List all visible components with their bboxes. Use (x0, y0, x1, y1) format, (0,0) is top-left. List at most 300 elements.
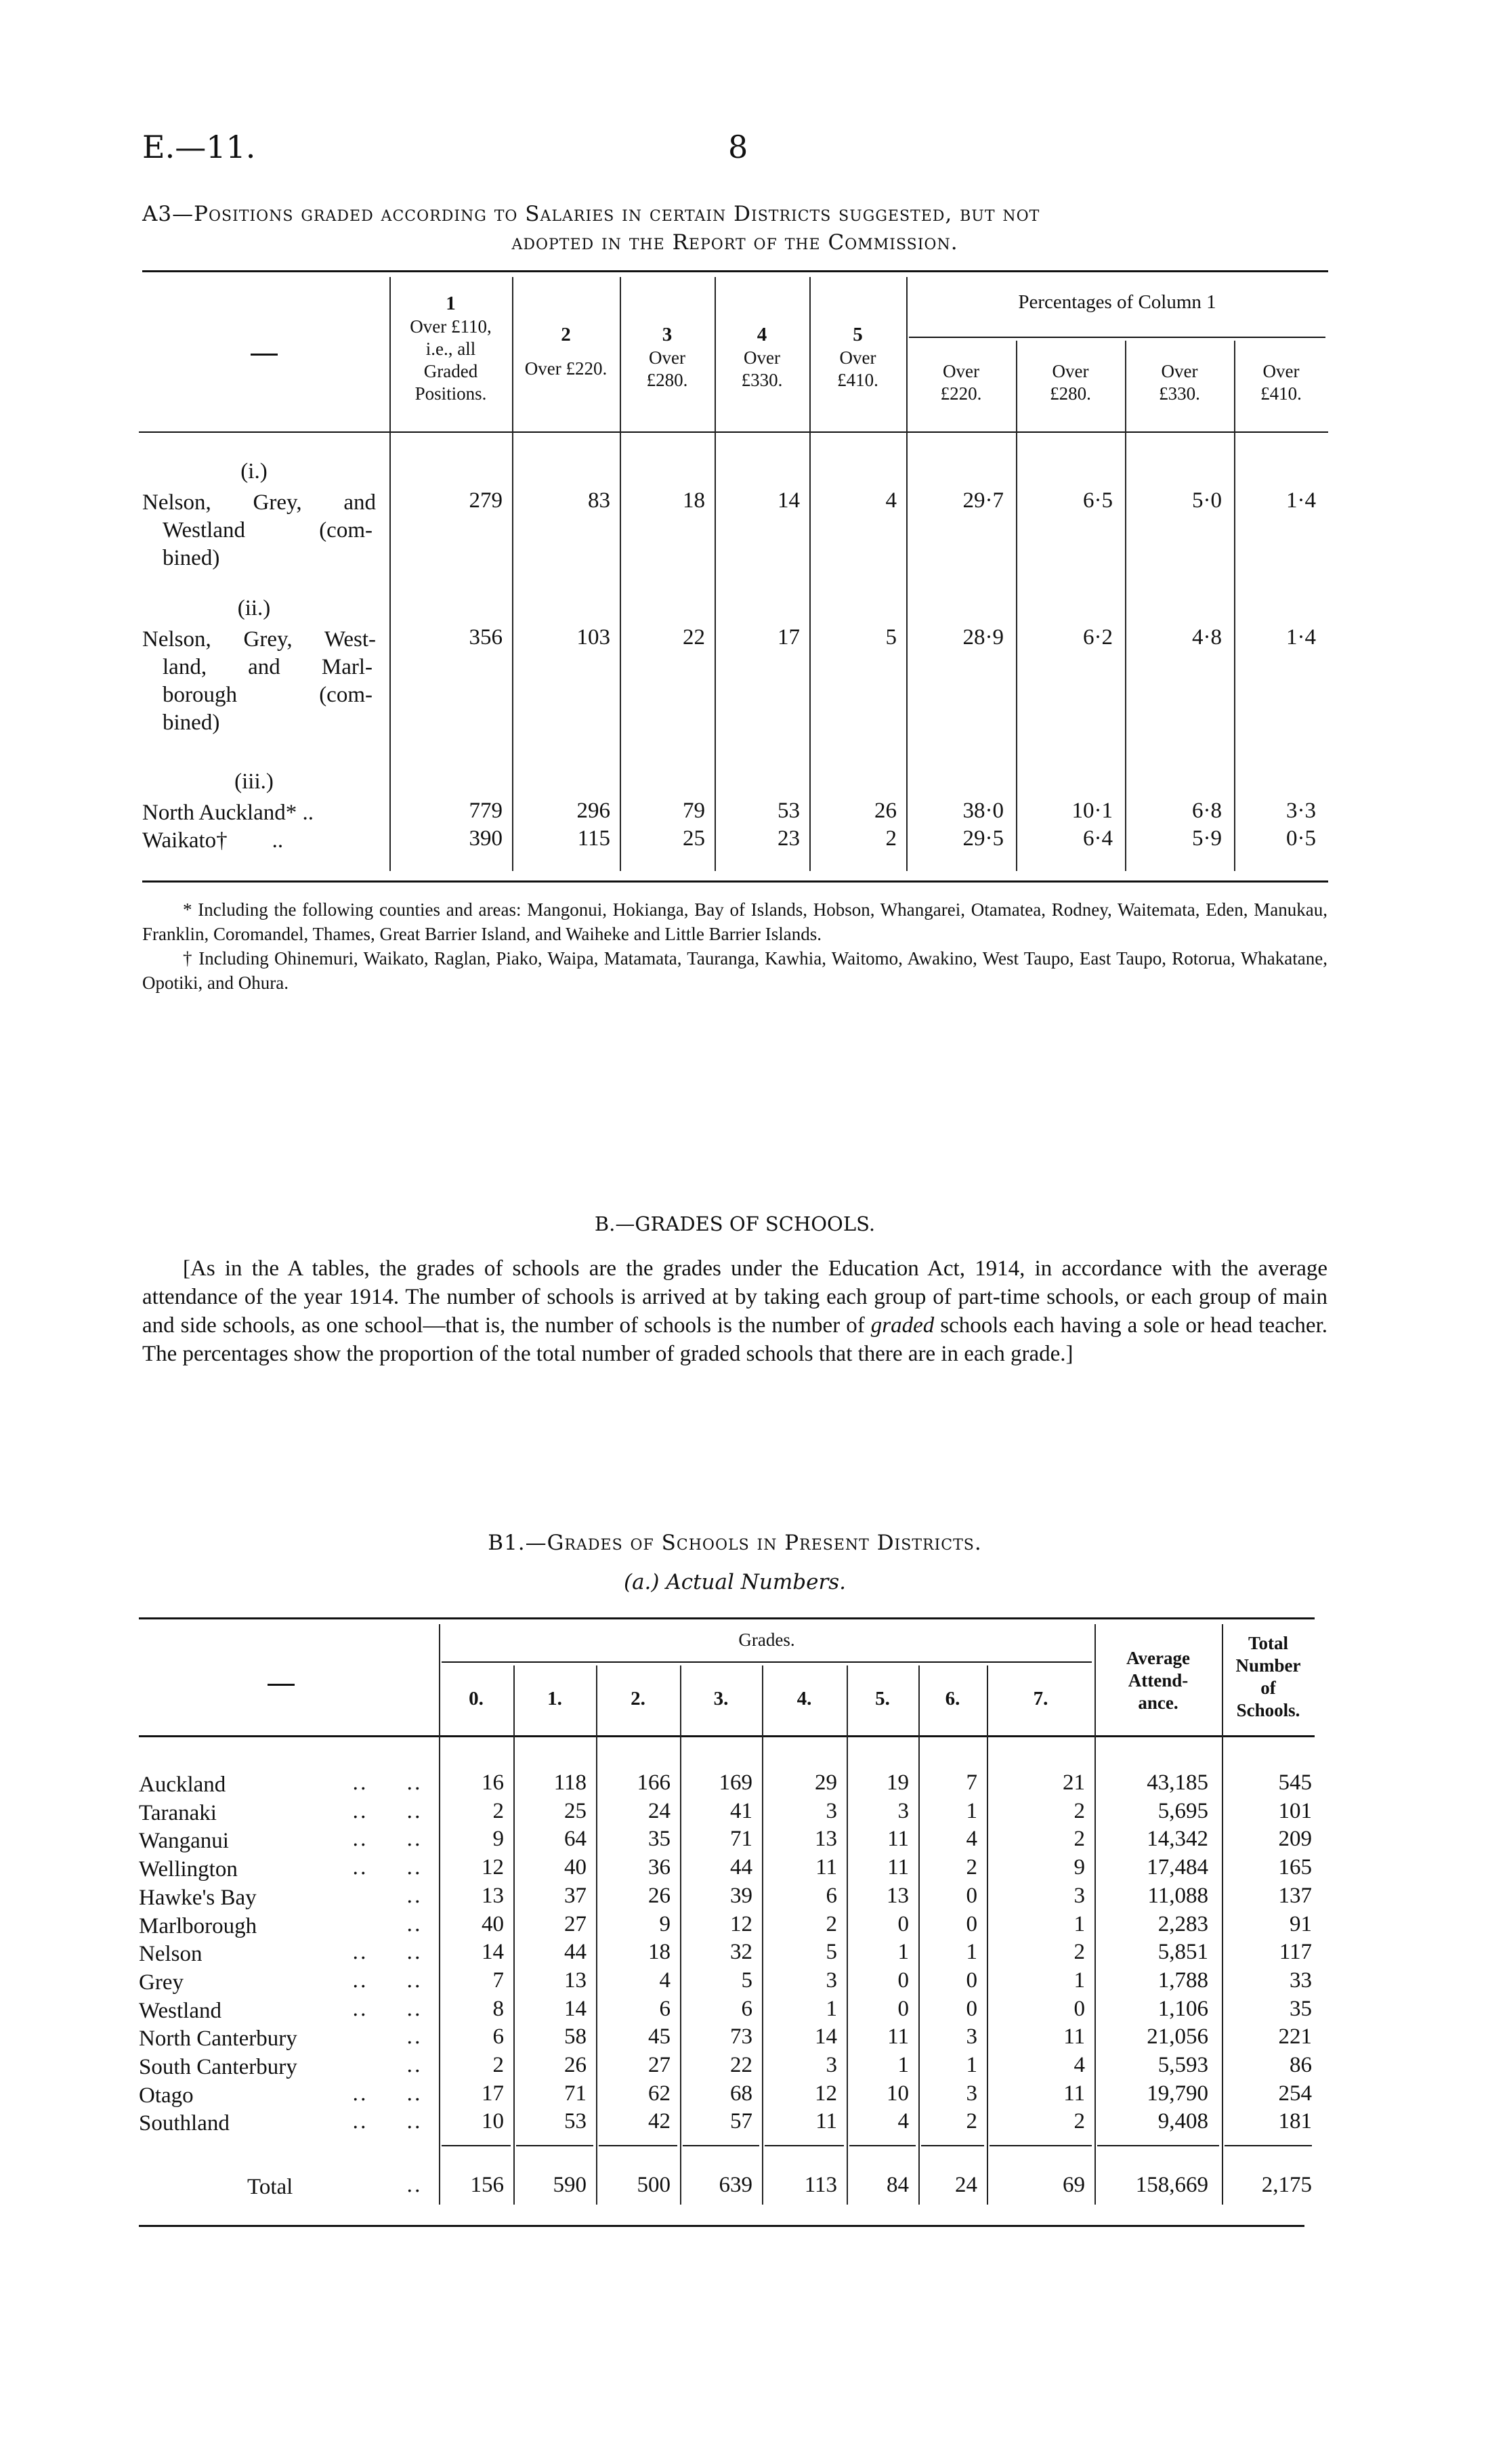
b1-grade-value: 44 (730, 1855, 752, 1879)
b1-grade-value: 24 (648, 1799, 671, 1823)
b1-number-of-schools: 101 (1278, 1799, 1312, 1823)
b1-leader-dots: .. (352, 1800, 368, 1823)
b1-leader-dots: .. (352, 1771, 368, 1795)
b1-sum-rule (516, 2145, 593, 2146)
b1-grade-value: 17 (482, 2081, 504, 2106)
b1-grade-value: 0 (966, 1884, 977, 1908)
b1-leader-dots: .. (352, 1940, 368, 1964)
b1-sum-rule (1097, 2145, 1219, 2146)
a3-row-value: 4 (885, 488, 897, 513)
b1-total-header-line: Schools. (1236, 1700, 1300, 1720)
b1-district-name: Auckland (139, 1772, 226, 1797)
a3-row-group-label: (i.) (240, 459, 268, 484)
b1-grade-value: 53 (564, 2109, 587, 2133)
b1-grade-col-header: 6. (945, 1688, 960, 1709)
a3-row-value: 779 (469, 799, 503, 823)
a3-col-3-label-line: £280. (646, 370, 688, 390)
b1-number-of-schools: 165 (1278, 1855, 1312, 1879)
b1-grade-value: 22 (730, 2053, 752, 2077)
b1-grade-value: 11 (887, 1855, 909, 1879)
a3-column-divider (1125, 341, 1126, 871)
a3-col-3-label-line: Over (649, 347, 685, 368)
a3-row-label: Waikato† .. (142, 828, 284, 853)
b1-sum-rule (442, 2145, 511, 2146)
b1-grade-value: 1 (966, 1799, 977, 1823)
a3-pct-col-4-label-line: £410. (1260, 383, 1302, 404)
a3-col-5-label-line: £410. (837, 370, 878, 390)
a3-col-1-label-line: Graded (423, 361, 478, 381)
b1-grade-value: 62 (648, 2081, 671, 2106)
b1-grade-col-header: 1. (547, 1688, 562, 1709)
b1-average-attendance: 5,593 (1157, 2053, 1208, 2077)
b1-leader-dots: .. (406, 1771, 423, 1795)
b1-total-header-line: Total (1248, 1633, 1289, 1653)
b1-average-attendance: 5,695 (1157, 1799, 1208, 1823)
b1-leader-dots: .. (352, 1997, 368, 2021)
a3-row-value: 25 (683, 826, 705, 851)
b1-grade-value: 0 (966, 1968, 977, 1993)
b1-district-name: Nelson (139, 1942, 203, 1966)
a3-row-percentage: 6·2 (1083, 625, 1113, 650)
b1-leader-dots: .. (406, 1913, 423, 1936)
b1-number-of-schools: 209 (1278, 1827, 1312, 1851)
a3-row-label: land, and Marl- (163, 655, 373, 679)
a3-row-value: 22 (683, 625, 705, 650)
b1-grade-value: 40 (482, 1912, 504, 1936)
b1-sum-rule (683, 2145, 759, 2146)
a3-row-value: 17 (778, 625, 800, 650)
b1-sum-rule (849, 2145, 916, 2146)
b1-average-attendance: 1,788 (1157, 1968, 1208, 1993)
b1-grade-value: 25 (564, 1799, 587, 1823)
a3-col-5-number: 5 (853, 324, 863, 345)
b1-grade-value: 5 (826, 1940, 837, 1964)
b1-avg-header-line: ance. (1138, 1693, 1178, 1713)
a3-row-label: bined) (163, 546, 220, 570)
b1-total-row-label: Total (247, 2175, 293, 2199)
b1-district-name: Wanganui (139, 1829, 229, 1853)
footnote-north-auckland: * Including the following counties and areas: Mangonui, Hokianga, Bay of Islands, Hobson, Whangarei, Otamatea, Rodney, Waitemata, Eden, Manukau, Franklin, Coromandel, Thames, Great Barrier Island, and Waiheke and Little Barrier Islands. (142, 899, 1327, 944)
a3-col-1-number: 1 (446, 293, 456, 314)
b1-district-name: Wellington (139, 1857, 238, 1882)
para-text-2: schools each having a sole or head teacher. The percentages show the proportion of the total number of graded schools that there are in each grade.] (142, 1313, 1327, 1366)
a3-pct-col-4-label-line: Over (1262, 361, 1300, 381)
b1-grade-value: 0 (966, 1997, 977, 2021)
b1-grade-value: 29 (815, 1770, 837, 1795)
b1-table-bottom-rule (139, 2225, 1304, 2227)
b1-number-of-schools: 91 (1290, 1912, 1312, 1936)
a3-row-percentage: 28·9 (962, 625, 1004, 650)
a3-row-value: 53 (778, 799, 800, 823)
a3-row-value: 103 (576, 625, 610, 650)
b1-grade-value: 12 (815, 2081, 837, 2106)
a3-table-bottom-rule (142, 880, 1328, 883)
b1-grade-value: 3 (897, 1799, 909, 1823)
b1-grade-value: 8 (492, 1997, 504, 2021)
b1-average-attendance: 9,408 (1157, 2109, 1208, 2133)
b1-grade-value: 2 (492, 2053, 504, 2077)
b1-grade-value: 9 (1074, 1855, 1085, 1879)
b1-grade-value: 3 (826, 2053, 837, 2077)
b1-grade-value: 1 (966, 2053, 977, 2077)
b1-sum-rule (921, 2145, 984, 2146)
b1-grade-value: 6 (826, 1884, 837, 1908)
a3-col-1-label-line: Positions. (414, 383, 487, 404)
a3-pct-group-label: Percentages of Column 1 (1018, 291, 1216, 313)
b1-total-grade-value: 590 (553, 2173, 587, 2197)
a3-row-value: 23 (778, 826, 800, 851)
b1-total-grade-value: 113 (804, 2173, 837, 2197)
b1-grade-value: 13 (564, 1968, 587, 1993)
b1-grade-value: 2 (966, 2109, 977, 2133)
b1-grade-value: 13 (815, 1827, 837, 1851)
b1-grade-value: 21 (1063, 1770, 1085, 1795)
b1-total-grade-value: 156 (470, 2173, 504, 2197)
a3-footnotes (142, 897, 1327, 995)
b1-leader-dots: .. (352, 2110, 368, 2133)
a3-row-value: 115 (577, 826, 610, 851)
b1-grade-value: 71 (564, 2081, 587, 2106)
document-code: E.—11. (142, 129, 256, 165)
b1-number-of-schools: 33 (1290, 1968, 1312, 1993)
a3-row-label: borough (com- (163, 683, 373, 707)
b1-sum-rule (1225, 2145, 1312, 2146)
b1-grade-value: 0 (897, 1997, 909, 2021)
b1-district-name: Westland (139, 1999, 221, 2023)
section-b-heading: B.—GRADES OF SCHOOLS. (594, 1212, 876, 1235)
b1-number-of-schools: 221 (1278, 2024, 1312, 2049)
b1-grade-value: 0 (897, 1968, 909, 1993)
a3-row-percentage: 1·4 (1286, 625, 1316, 650)
b1-grade-value: 64 (564, 1827, 587, 1851)
b1-grade-col-header: 2. (631, 1688, 645, 1709)
b1-grade-value: 11 (887, 1827, 909, 1851)
a3-row-percentage: 6·4 (1083, 826, 1113, 851)
a3-row-percentage: 29·7 (962, 488, 1004, 513)
b1-grade-value: 44 (564, 1940, 587, 1964)
a3-row-value: 296 (576, 799, 610, 823)
b1-leader-dots: .. (406, 1969, 423, 1993)
b1-total-number-of-schools: 2,175 (1261, 2173, 1312, 2197)
b1-grade-value: 4 (966, 1827, 977, 1851)
a3-row-value: 26 (874, 799, 897, 823)
b1-leader-dots: .. (406, 1884, 423, 1908)
a3-col-2-label-line: Over £220. (524, 358, 608, 379)
b1-grade-value: 35 (648, 1827, 671, 1851)
b1-number-of-schools: 86 (1290, 2053, 1312, 2077)
a3-pct-col-1-label-line: £220. (940, 383, 982, 404)
a3-row-label: North Auckland* .. (142, 801, 314, 825)
b1-average-attendance: 2,283 (1157, 1912, 1208, 1936)
a3-col-5-label-line: Over (839, 347, 876, 368)
b1-total-header-line: of (1260, 1678, 1276, 1698)
b1-average-attendance: 11,088 (1147, 1884, 1208, 1908)
b1-grade-value: 2 (492, 1799, 504, 1823)
b1-grade-col-header: 5. (875, 1688, 890, 1709)
b1-grade-value: 16 (482, 1770, 504, 1795)
b1-grade-value: 73 (730, 2024, 752, 2049)
b1-grade-value: 14 (815, 2024, 837, 2049)
b1-grade-value: 2 (1074, 2109, 1085, 2133)
b1-district-name: South Canterbury (139, 2055, 297, 2079)
b1-grade-value: 14 (482, 1940, 504, 1964)
b1-leader-dots: .. (352, 1827, 368, 1851)
b1-total-grade-value: 84 (887, 2173, 909, 2197)
b1-grade-value: 3 (966, 2081, 977, 2106)
a3-row-label: Nelson, Grey, West- (142, 627, 376, 652)
b1-grade-value: 13 (887, 1884, 909, 1908)
a3-col-4-label-line: Over (744, 347, 780, 368)
a3-row-percentage: 4·8 (1192, 625, 1222, 650)
a3-row-percentage: 38·0 (962, 799, 1004, 823)
b1-total-grade-value: 639 (719, 2173, 752, 2197)
b1-leader-dots: .. (352, 1969, 368, 1993)
a3-column-divider (1234, 341, 1235, 871)
a3-row-value: 83 (588, 488, 610, 513)
b1-grade-value: 10 (887, 2081, 909, 2106)
a3-pct-col-1-label-line: Over (943, 361, 979, 381)
b1-grade-value: 0 (897, 1912, 909, 1936)
b1-grade-value: 1 (826, 1997, 837, 2021)
b1-district-name: Grey (139, 1970, 184, 1995)
a3-title-line1: A3—Positions graded according to Salaries in certain Districts suggested, but not (142, 202, 1040, 226)
b1-district-name: Hawke's Bay (139, 1886, 257, 1910)
b1-total-average-attendance: 158,669 (1135, 2173, 1208, 2197)
b1-grade-value: 58 (564, 2024, 587, 2049)
b1-grade-value: 7 (492, 1968, 504, 1993)
b1-average-attendance: 14,342 (1147, 1827, 1208, 1851)
b1-grade-value: 40 (564, 1855, 587, 1879)
b1-avg-header-line: Attend- (1128, 1670, 1189, 1691)
a3-row-percentage: 1·4 (1286, 488, 1316, 513)
b1-grade-value: 26 (564, 2053, 587, 2077)
b1-grade-value: 3 (1074, 1884, 1085, 1908)
a3-title-line2: adopted in the Report of the Commission. (511, 230, 958, 255)
b1-title: B1.—Grades of Schools in Present Districts. (488, 1531, 982, 1555)
a3-pct-group-rule (909, 337, 1325, 338)
a3-col-4-label-line: £330. (741, 370, 783, 390)
b1-leader-dots: .. (406, 1997, 423, 2021)
b1-grade-value: 0 (966, 1912, 977, 1936)
b1-grade-value: 27 (564, 1912, 587, 1936)
a3-column-divider (1016, 341, 1017, 871)
b1-grade-value: 4 (1074, 2053, 1085, 2077)
a3-col-1-label-line: Over £110, (410, 316, 492, 337)
b1-grade-value: 13 (482, 1884, 504, 1908)
b1-average-attendance: 17,484 (1147, 1855, 1208, 1879)
a3-pct-col-2-label-line: Over (1052, 361, 1089, 381)
b1-grade-value: 166 (637, 1770, 671, 1795)
a3-pct-col-3-label-line: Over (1161, 361, 1198, 381)
a3-row-value: 2 (885, 826, 897, 851)
b1-leader-dots: .. (406, 1827, 423, 1851)
b1-average-attendance: 43,185 (1147, 1770, 1208, 1795)
b1-total-grade-value: 24 (955, 2173, 977, 2197)
a3-col-4-number: 4 (757, 324, 767, 345)
b1-grade-value: 2 (966, 1855, 977, 1879)
b1-grade-value: 11 (1063, 2081, 1085, 2106)
b1-grade-value: 3 (826, 1799, 837, 1823)
b1-grade-value: 1 (1074, 1968, 1085, 1993)
b1-grade-value: 45 (648, 2024, 671, 2049)
b1-grade-value: 2 (1074, 1799, 1085, 1823)
b1-grade-value: 1 (966, 1940, 977, 1964)
para-italic-graded: graded (870, 1313, 935, 1338)
b1-grade-value: 27 (648, 2053, 671, 2077)
b1-number-of-schools: 137 (1278, 1884, 1312, 1908)
b1-header-bottom-rule (139, 1735, 1315, 1737)
footnote-waikato: † Including Ohinemuri, Waikato, Raglan, Piako, Waipa, Matamata, Tauranga, Kawhia, Waitomo, Awakino, West Taupo, East Taupo, Rotorua, Whakatane, Opotiki, and Ohura. (142, 948, 1327, 993)
a3-row-label: Westland (com- (163, 518, 373, 543)
b1-leader-dots: .. (406, 2054, 423, 2077)
a3-row-group-label: (iii.) (234, 769, 274, 794)
a3-row-percentage: 29·5 (962, 826, 1004, 851)
b1-grade-value: 2 (1074, 1940, 1085, 1964)
b1-grade-value: 2 (1074, 1827, 1085, 1851)
b1-grade-value: 0 (1074, 1997, 1085, 2021)
b1-leader-dots: .. (406, 2082, 423, 2106)
a3-row-value: 5 (885, 625, 897, 650)
b1-district-name: North Canterbury (139, 2026, 297, 2051)
b1-subtitle: (a.) Actual Numbers. (623, 1570, 847, 1594)
b1-grade-value: 32 (730, 1940, 752, 1964)
b1-stub-header-dash (268, 1684, 295, 1686)
b1-grade-value: 1 (1074, 1912, 1085, 1936)
b1-grade-value: 6 (659, 1997, 671, 2021)
b1-grade-value: 37 (564, 1884, 587, 1908)
b1-grade-value: 12 (730, 1912, 752, 1936)
a3-col-1-label-line: i.e., all (425, 339, 476, 359)
b1-grade-value: 41 (730, 1799, 752, 1823)
b1-grade-value: 6 (741, 1997, 752, 2021)
b1-grade-value: 10 (482, 2109, 504, 2133)
b1-grade-value: 4 (897, 2109, 909, 2133)
b1-leader-dots: .. (406, 1800, 423, 1823)
b1-grade-value: 26 (648, 1884, 671, 1908)
b1-grade-value: 2 (826, 1912, 837, 1936)
b1-grade-value: 57 (730, 2109, 752, 2133)
a3-row-percentage: 10·1 (1071, 799, 1113, 823)
b1-average-attendance: 1,106 (1157, 1997, 1208, 2021)
b1-total-grade-value: 69 (1063, 2173, 1085, 2197)
a3-row-value: 279 (469, 488, 503, 513)
b1-grade-value: 39 (730, 1884, 752, 1908)
a3-row-value: 356 (469, 625, 503, 650)
b1-grade-col-header: 0. (469, 1688, 484, 1709)
b1-grade-value: 5 (741, 1968, 752, 1993)
b1-table-top-rule (139, 1617, 1315, 1619)
a3-row-percentage: 5·9 (1192, 826, 1222, 851)
b1-sum-rule (990, 2145, 1092, 2146)
b1-grade-value: 4 (659, 1968, 671, 1993)
b1-number-of-schools: 254 (1278, 2081, 1312, 2106)
b1-avg-header-line: Average (1126, 1648, 1190, 1668)
a3-row-value: 18 (683, 488, 705, 513)
b1-number-of-schools: 181 (1278, 2109, 1312, 2133)
a3-row-percentage: 3·3 (1286, 799, 1316, 823)
b1-grade-value: 11 (815, 1855, 837, 1879)
b1-grade-value: 42 (648, 2109, 671, 2133)
b1-grade-value: 19 (887, 1770, 909, 1795)
b1-grade-value: 12 (482, 1855, 504, 1879)
b1-grade-col-header: 3. (713, 1688, 729, 1709)
b1-leader-dots: .. (352, 1856, 368, 1879)
b1-grade-value: 3 (826, 1968, 837, 1993)
a3-table-top-rule (142, 270, 1328, 272)
b1-grade-value: 118 (553, 1770, 587, 1795)
b1-sum-rule (599, 2145, 677, 2146)
b1-district-name: Taranaki (139, 1801, 217, 1825)
b1-leader-dots: .. (406, 2025, 423, 2049)
b1-average-attendance: 19,790 (1147, 2081, 1208, 2106)
b1-grade-value: 11 (815, 2109, 837, 2133)
a3-col-2-number: 2 (561, 324, 571, 345)
a3-pct-col-3-label-line: £330. (1159, 383, 1200, 404)
a3-row-label: Nelson, Grey, and (142, 490, 376, 515)
a3-header-bottom-rule (139, 431, 1328, 433)
para-text-1: [As in the A tables, the grades of schools are the grades under the Education Act, 1914, in accordance with the average attendance of the year 1914. The number of schools is arrived at by taking each group of part-time schools, or each group of main and side schools, as one school—that is, the number of schools is the number of (142, 1256, 1327, 1338)
b1-average-attendance: 5,851 (1157, 1940, 1208, 1964)
b1-grade-value: 7 (966, 1770, 977, 1795)
b1-number-of-schools: 117 (1279, 1940, 1312, 1964)
b1-grade-col-header: 4. (796, 1688, 812, 1709)
b1-grade-value: 11 (887, 2024, 909, 2049)
b1-leader-dots: .. (406, 1856, 423, 1879)
b1-grades-group-label: Grades. (738, 1630, 795, 1650)
b1-grade-value: 1 (897, 2053, 909, 2077)
b1-number-of-schools: 35 (1290, 1997, 1312, 2021)
b1-district-name: Marlborough (139, 1914, 257, 1938)
b1-district-name: Otago (139, 2083, 194, 2108)
a3-row-value: 14 (778, 488, 800, 513)
b1-district-name: Southland (139, 2111, 230, 2136)
b1-grade-value: 6 (492, 2024, 504, 2049)
a3-pct-col-2-label-line: £280. (1050, 383, 1091, 404)
b1-grade-value: 14 (564, 1997, 587, 2021)
a3-row-group-label: (ii.) (237, 596, 271, 620)
a3-row-percentage: 6·8 (1192, 799, 1222, 823)
a3-stub-header-dash (251, 354, 278, 356)
b1-grade-value: 9 (492, 1827, 504, 1851)
b1-leader-dots: .. (406, 1940, 423, 1964)
b1-sum-rule (765, 2145, 844, 2146)
b1-grade-value: 71 (730, 1827, 752, 1851)
b1-grade-value: 18 (648, 1940, 671, 1964)
section-b-paragraph (142, 1254, 1327, 1368)
a3-row-percentage: 0·5 (1286, 826, 1316, 851)
b1-average-attendance: 21,056 (1147, 2024, 1208, 2049)
page-number: 8 (728, 129, 748, 165)
a3-row-label: bined) (163, 710, 220, 735)
b1-leader-dots: .. (406, 2110, 423, 2133)
b1-number-of-schools: 545 (1278, 1770, 1312, 1795)
b1-grade-col-header: 7. (1033, 1688, 1048, 1709)
b1-grade-value: 36 (648, 1855, 671, 1879)
a3-row-value: 390 (469, 826, 503, 851)
b1-grades-group-rule (442, 1661, 1092, 1663)
b1-total-header-line: Number (1235, 1655, 1301, 1676)
b1-leader-dots: .. (352, 2082, 368, 2106)
a3-row-percentage: 6·5 (1083, 488, 1113, 513)
b1-grade-value: 68 (730, 2081, 752, 2106)
b1-grade-value: 169 (719, 1770, 752, 1795)
b1-grade-value: 1 (897, 1940, 909, 1964)
b1-leader-dots: .. (406, 2173, 423, 2197)
a3-row-percentage: 5·0 (1192, 488, 1222, 513)
a3-row-value: 79 (683, 799, 705, 823)
b1-grade-value: 9 (659, 1912, 671, 1936)
a3-col-3-number: 3 (662, 324, 673, 345)
